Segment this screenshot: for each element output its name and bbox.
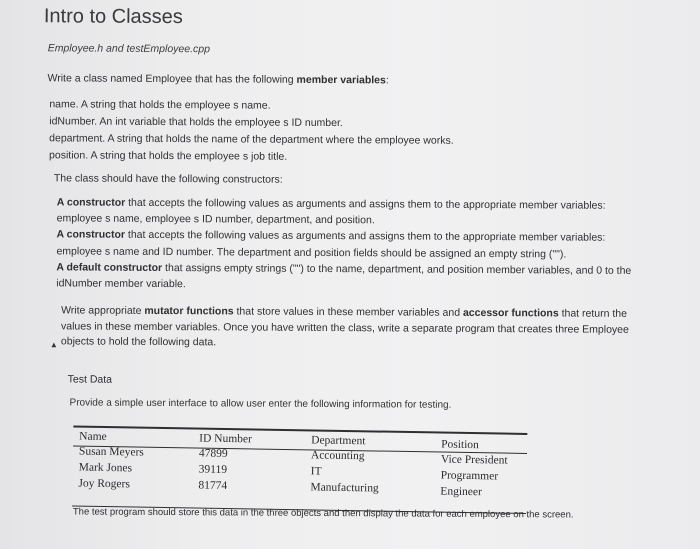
constructor-list: [56, 194, 632, 295]
table-cell: 39119: [198, 463, 228, 477]
constructors-intro: The class should have the following constructors:: [53, 172, 283, 186]
table-cell: 81774: [198, 479, 228, 493]
table-cell: Engineer: [440, 485, 482, 499]
intro-bold: member variables: [296, 73, 386, 87]
functions-paragraph: [61, 303, 629, 353]
table-cell: Susan Meyers: [78, 445, 144, 459]
member-variable-item: department. A string that holds the name of the department where the employee works.: [49, 132, 454, 147]
constructor-3: A default constructor that assigns empty strings ("") to the name, department, and position member variables, and 0 to the: [56, 261, 632, 277]
functions-line-2: values in these member variables. Once you have written the class, write a separate program that creates three Employee: [60, 319, 629, 336]
table-cell: 47899: [198, 447, 228, 461]
intro-text: Write a class named Employee that has the following: [47, 72, 297, 86]
test-data-table: [72, 425, 527, 514]
constructor-2: A constructor that accepts the following values as arguments and assigns them to the appropriate member variables:: [56, 228, 606, 245]
table-cell: Programmer: [440, 469, 499, 483]
test-data-title: Test Data: [67, 373, 113, 386]
footer-note: The test program should store this data in the three objects and then display the data for each employee on the screen.: [72, 506, 574, 521]
table-cell: Mark Jones: [78, 461, 133, 475]
table-column-name: [78, 431, 144, 493]
member-variable-item: position. A string that holds the employee s job title.: [49, 149, 288, 163]
intro-colon: :: [385, 74, 389, 87]
constructor-1-cont: employee s name, employee s ID number, department, and position.: [56, 212, 375, 227]
table-header: ID Number: [199, 432, 252, 446]
functions-line-1: Write appropriate mutator functions that store values in these member variables and accessor functions that return the: [61, 304, 628, 320]
constructor-1: A constructor that accepts the following values as arguments and assigns them to the appropriate member variables:: [56, 196, 606, 212]
member-variable-item: name. A string that holds the employee s name.: [49, 98, 271, 112]
table-column-id: [198, 433, 252, 495]
table-cell: IT: [310, 465, 322, 478]
cursor-arrow-icon: ▲: [49, 340, 58, 350]
intro-paragraph: [47, 70, 388, 89]
table-column-department: [310, 434, 379, 496]
page-title: Intro to Classes: [43, 5, 183, 29]
table-cell: Joy Rogers: [78, 477, 130, 491]
table-header: Position: [441, 438, 479, 452]
test-data-intro: Provide a simple user interface to allow user enter the following information for testing.: [69, 397, 452, 411]
table-column-position: [440, 439, 508, 501]
functions-line-3: objects to hold the following data.: [60, 335, 217, 349]
constructor-2-cont: employee s name and ID number. The department and position fields should be assigned an empty string ("").: [56, 244, 567, 261]
table-cell: Vice President: [440, 453, 508, 467]
constructor-3-cont: idNumber member variable.: [56, 277, 186, 291]
table-cell: Accounting: [310, 449, 365, 463]
member-variable-list: [49, 96, 454, 166]
table-header: Department: [311, 434, 366, 448]
member-variable-item: idNumber. An int variable that holds the employee s ID number.: [49, 115, 343, 130]
table-cell: Manufacturing: [310, 481, 379, 495]
table-header: Name: [79, 430, 107, 444]
file-names: Employee.h and testEmployee.cpp: [47, 42, 211, 56]
